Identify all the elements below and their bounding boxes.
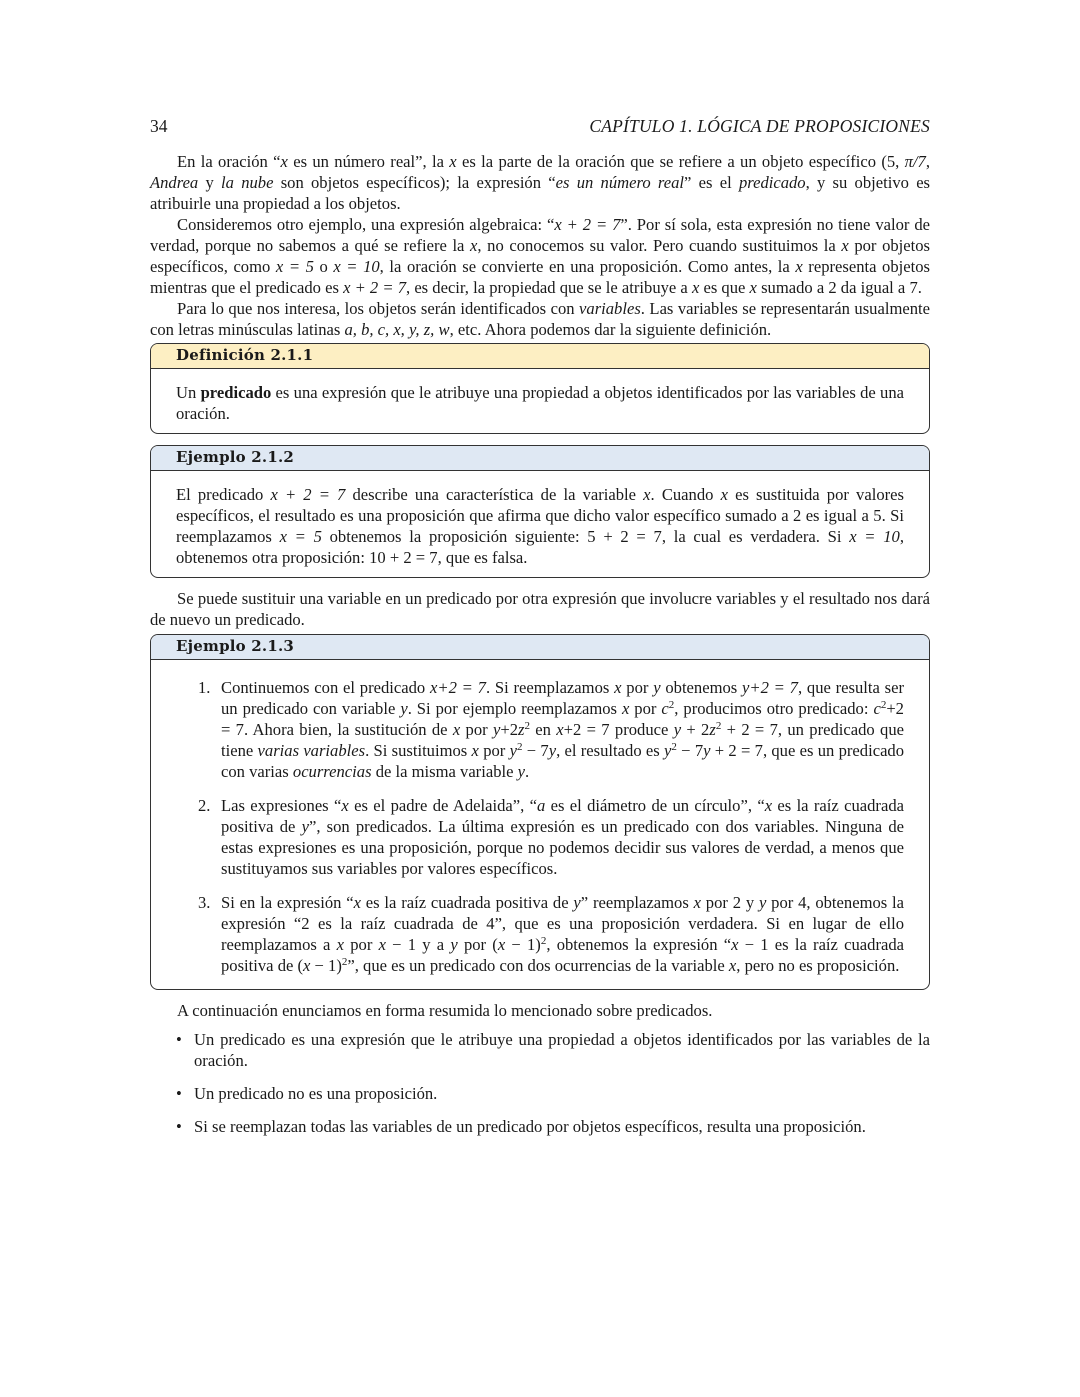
example-box-2-1-2 <box>150 445 930 578</box>
page-number: 34 <box>150 116 168 136</box>
list-item: 2. Las expresiones “x es el padre de Adelaida”, “a es el diámetro de un círculo”, “x es la raíz cuadrada positiva de y”, son predicados. La última expresión es un predicado con dos variables. Ninguna de estas expresiones es una proposición, porque no podemos decidir sus valores de verdad, a menos que sustituyamos sus variables por valores específicos. <box>198 796 904 878</box>
definition-box <box>150 343 930 434</box>
example-body: El predicado x + 2 = 7 describe una característica de la variable x. Cuando x es sustituida por valores específicos, el resultado es una proposición que afirma que dicho valor específico sumado a 2 es igual a 5. Si reemplazamos x = 5 obtenemos la proposición siguiente: 5 + 2 = 7, la cual es verdadera. Si x = 10, obtenemos otra proposición: 10 + 2 = 7, que es falsa. <box>176 485 904 567</box>
paragraph-4: Se puede sustituir una variable en un predicado por otra expresión que involucre variables y el resultado nos dará de nuevo un predicado. <box>150 589 930 629</box>
definition-body: Un predicado es una expresión que le atribuye una propiedad a objetos identificados por las variables de una oración. <box>176 383 904 423</box>
list-item: • Un predicado es una expresión que le atribuye una propiedad a objetos identificados por las variables de la oración. <box>176 1030 930 1070</box>
paragraph-2: Consideremos otro ejemplo, una expresión algebraica: “x + 2 = 7”. Por sí sola, esta expresión no tiene valor de verdad, porque no sabemos a qué se refiere la x, no conocemos su valor. Pero cuando sustituimos la x por objetos específicos, como x = 5 o x = 10, la oración se convierte en una proposición. Como antes, la x representa objetos mientras que el predicado es x + 2 = 7, es decir, la propiedad que se le atribuye a x es que x sumado a 2 da igual a 7. <box>150 215 930 297</box>
example-list <box>176 677 904 976</box>
example-title: Ejemplo 2.1.3 <box>151 635 929 660</box>
paragraph-1: En la oración “x es un número real”, la x es la parte de la oración que se refiere a un objeto específico (5, π/7, Andrea y la nube son objetos específicos); la expresión “es un número real” es el predicado, y su objetivo es atribuirle una propiedad a los objetos. <box>150 152 931 213</box>
example-box-2-1-3 <box>150 634 930 990</box>
definition-title: Definición 2.1.1 <box>151 344 929 369</box>
list-item: • Si se reemplazan todas las variables de un predicado por objetos específicos, resulta una proposición. <box>176 1117 866 1136</box>
example-title: Ejemplo 2.1.2 <box>151 446 929 471</box>
list-item: 1. Continuemos con el predicado x+2 = 7. Si reemplazamos x por y obtenemos y+2 = 7, que resulta ser un predicado con variable y. Si por ejemplo reemplazamos x por $c^2$, producimos otro predicado: $c^2+2 = 7$. Ahora bien, la sustitución de x por $y+2z^2$ en x+2 = 7 produce $y + 2z^2 + 2 = 7$, un predicado que tiene varias variables. Si sustituimos x por $y^2 - 7y$, el resultado es $y^2 - 7y + 2 = 7$, que es un predicado con varias ocurrencias de la misma variable y. <box>198 678 905 781</box>
paragraph-3: Para lo que nos interesa, los objetos serán identificados con variables. Las variables se representarán usualmente con letras minúsculas latinas a, b, c, x, y, z, w, etc. Ahora podemos dar la siguiente definición. <box>150 299 931 339</box>
chapter-title: CAPÍTULO 1. LÓGICA DE PROPOSICIONES <box>589 116 930 136</box>
summary-list <box>150 1029 930 1137</box>
list-item: • Un predicado no es una proposición. <box>176 1084 438 1103</box>
list-item: 3. Si en la expresión “x es la raíz cuadrada positiva de y” reemplazamos x por 2 y y por 4, obtenemos la expresión “2 es la raíz cuadrada de 4”, que es una proposición verdadera. Si en lugar de ello reemplazamos a x por x − 1 y a y por $(x - 1)^2$, obtenemos la expresión “x − 1 es la raíz cuadrada positiva de $(x - 1)^2$”, que es un predicado con dos ocurrencias de la variable x, pero no es proposición. <box>198 893 905 975</box>
bullet-icon: • <box>176 1084 182 1103</box>
bullet-icon: • <box>176 1117 182 1136</box>
paragraph-5: A continuación enunciamos en forma resumida lo mencionado sobre predicados. <box>177 1001 713 1020</box>
page-body <box>150 151 930 1149</box>
defined-term: predicado <box>200 383 272 402</box>
running-header <box>150 116 930 138</box>
example-body <box>151 660 929 976</box>
bullet-icon: • <box>176 1030 182 1049</box>
